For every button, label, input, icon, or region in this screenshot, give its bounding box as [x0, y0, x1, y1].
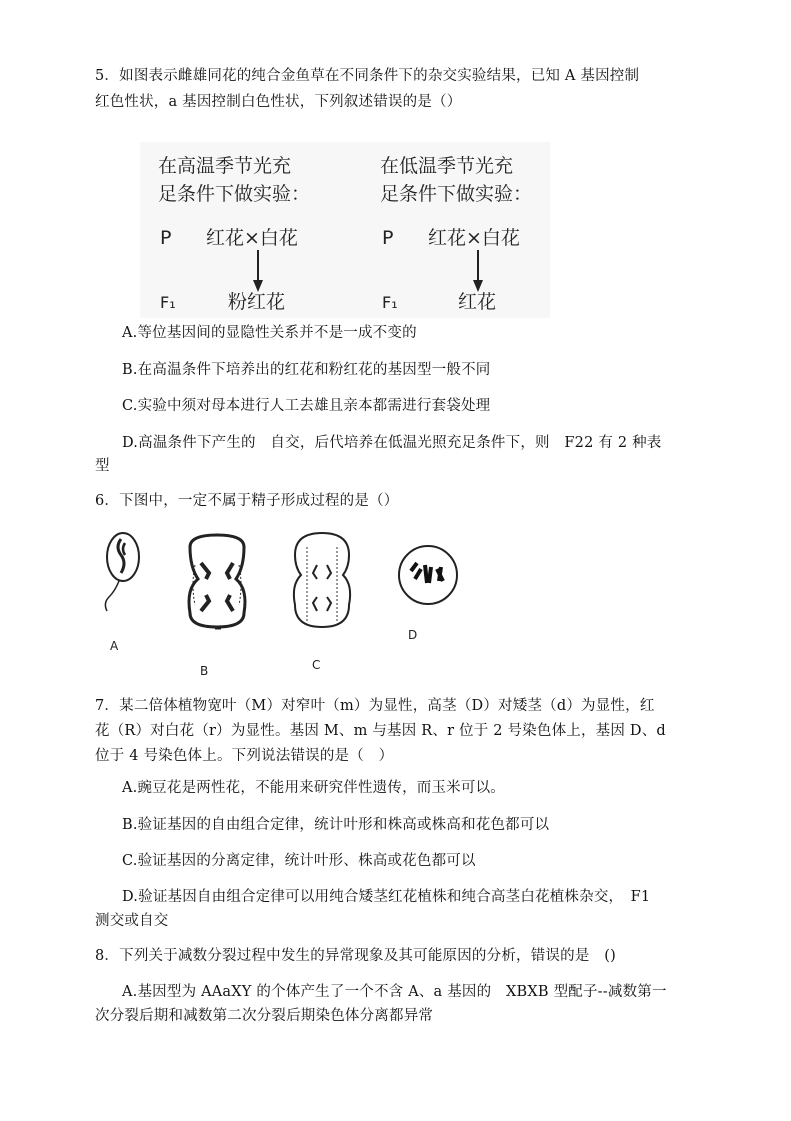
- q5-option-b: B.在高温条件下培养出的红花和粉红花的基因型一般不同: [122, 362, 491, 378]
- q8-option-a-line2: 次分裂后期和减数第二次分裂后期染色体分离都异常: [95, 1008, 434, 1024]
- right-p-label: P: [382, 227, 394, 249]
- left-cross: 红花×白花: [206, 227, 298, 249]
- q5-cross-figure: [140, 142, 550, 318]
- q7-stem-line2: 花（R）对白花（r）为显性。基因 M、m 与基因 R、r 位于 2 号染色体上，基因 D、d: [95, 723, 666, 739]
- left-title-2: 足条件下做实验：: [158, 183, 311, 205]
- q7-stem-line1: 7．某二倍体植物宽叶（M）对窄叶（m）为显性，高茎（D）对矮茎（d）为显性，红: [95, 698, 655, 714]
- right-f1-label: F₁: [382, 293, 398, 312]
- cell-label-c: C: [312, 658, 321, 672]
- right-cross: 红花×白花: [428, 227, 520, 249]
- left-p-label: P: [160, 227, 172, 249]
- left-title-1: 在高温季节光充: [158, 155, 292, 177]
- right-title-1: 在低温季节光充: [380, 155, 514, 177]
- q5-option-d-line1: D.高温条件下产生的 自交，后代培养在低温光照充足条件下，则 F22 有 2 种表: [122, 435, 662, 451]
- q6-cell-figures: [95, 525, 475, 655]
- cell-label-d: D: [408, 628, 418, 642]
- right-title-2: 足条件下做实验：: [380, 183, 533, 205]
- q5-option-d-line2: 型: [95, 458, 110, 474]
- right-f1-result: 红花: [458, 291, 497, 313]
- q7-option-b: B.验证基因的自由组合定律，统计叶形和株高或株高和花色都可以: [122, 817, 550, 833]
- q8-option-a-line1: A.基因型为 AAaXY 的个体产生了一个不含 A、a 基因的 XBXB 型配子--减数第一: [122, 984, 667, 1000]
- cell-b-dividing-icon: [189, 535, 245, 629]
- cell-label-a: A: [110, 639, 119, 653]
- q7-option-c: C.验证基因的分离定律，统计叶形、株高或花色都可以: [122, 853, 476, 869]
- q5-option-c: C.实验中须对母本进行人工去雄且亲本都需进行套袋处理: [122, 398, 491, 414]
- q7-option-d-line1: D.验证基因自由组合定律可以用纯合矮茎红花植株和纯合高茎白花植株杂交， F1: [122, 889, 651, 905]
- q7-stem-line3: 位于 4 号染色体上。下列说法错误的是（ ）: [95, 748, 394, 764]
- q5-option-a: A.等位基因间的显隐性关系并不是一成不变的: [122, 325, 417, 341]
- cell-c-dividing-icon: [294, 533, 350, 627]
- q6-stem: 6．下图中，一定不属于精子形成过程的是（）: [95, 493, 399, 509]
- q5-stem-line1: 5．如图表示雌雄同花的纯合金鱼草在不同条件下的杂交实验结果，已知 A 基因控制: [95, 68, 640, 84]
- cell-label-b: B: [200, 664, 209, 678]
- q7-option-a: A.豌豆花是两性花，不能用来研究伴性遗传，而玉米可以。: [122, 780, 505, 796]
- q7-option-d-line2: 测交或自交: [95, 913, 169, 929]
- cell-d-chromosomes-icon: [399, 546, 457, 604]
- cell-a-sperm-icon: [105, 533, 139, 611]
- q5-stem-line2: 红色性状，a 基因控制白色性状，下列叙述错误的是（）: [95, 94, 462, 110]
- q8-stem: 8．下列关于减数分裂过程中发生的异常现象及其可能原因的分析，错误的是 (): [95, 948, 616, 964]
- left-f1-result: 粉红花: [228, 291, 286, 313]
- left-f1-label: F₁: [160, 293, 176, 312]
